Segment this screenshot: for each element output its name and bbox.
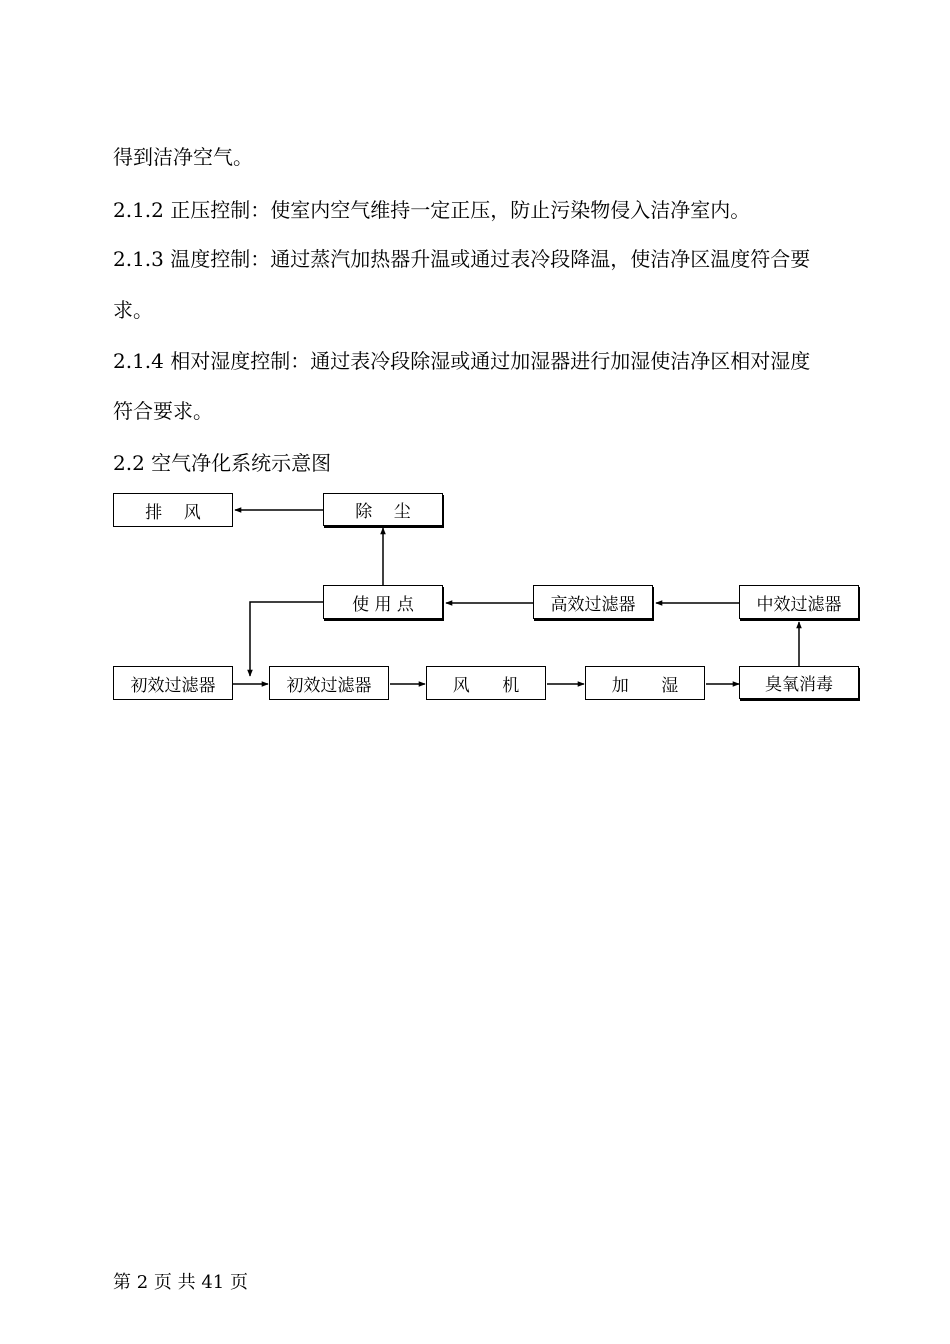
box-primary-filter-1: 初效过滤器 (113, 666, 233, 700)
paragraph-line: 2.1.4 相对湿度控制：通过表冷段除湿或通过加湿器进行加湿使洁净区相对湿度 (113, 349, 811, 373)
box-hepa-filter: 高效过滤器 (533, 585, 653, 619)
box-ozone-disinfection: 臭氧消毒 (739, 666, 859, 699)
box-use-point: 使 用 点 (323, 585, 443, 619)
box-primary-filter-2: 初效过滤器 (269, 666, 389, 700)
paragraph-line: 得到洁净空气。 (113, 145, 253, 169)
box-exhaust: 排 风 (113, 493, 233, 527)
paragraph-line: 求。 (113, 298, 153, 322)
box-fan: 风 机 (426, 666, 546, 700)
section-title: 2.2 空气净化系统示意图 (113, 451, 332, 475)
box-medium-filter: 中效过滤器 (739, 585, 859, 619)
arrow-usepoint-return (250, 602, 323, 676)
box-dust-removal: 除 尘 (323, 493, 443, 526)
box-humidify: 加 湿 (585, 666, 705, 700)
paragraph-line: 2.1.2 正压控制：使室内空气维持一定正压，防止污染物侵入洁净室内。 (113, 198, 751, 222)
paragraph-line: 2.1.3 温度控制：通过蒸汽加热器升温或通过表冷段降温，使洁净区温度符合要 (113, 247, 811, 271)
page-footer: 第 2 页 共 41 页 (113, 1272, 248, 1293)
paragraph-line: 符合要求。 (113, 399, 213, 423)
